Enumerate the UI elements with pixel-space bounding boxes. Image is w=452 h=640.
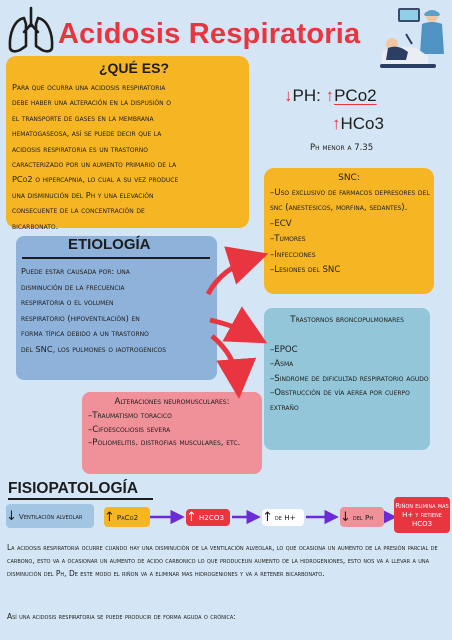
chain-step-ventilacion: [6, 504, 94, 528]
list-item: –Asma: [270, 359, 294, 370]
etiologia-heading: ETIOLOGÍA: [68, 236, 151, 253]
chain-step-rinon: [394, 497, 450, 533]
list-item: –Tumores: [270, 234, 306, 245]
etiologia-line: respiratorio (hipoventilación) en: [21, 312, 140, 323]
etiologia-line: del SNC, los pulmones o iaotrogenicos: [21, 343, 167, 354]
chain-step-label: de H+: [274, 513, 296, 522]
etiologia-line: Puede estar causada por: una: [21, 266, 130, 276]
lungs-icon: [6, 4, 56, 56]
etiologia-line: disminución de la frecuencia: [21, 281, 125, 292]
chain-step-label: del Ph: [352, 512, 374, 522]
list-item: –Traumatismo toracico: [88, 411, 172, 421]
chain-step-hidrogeniones: [262, 509, 304, 526]
snc-list: [270, 186, 434, 278]
que-es-line: consecuente de la concentración de: [12, 205, 145, 216]
neuromusculares-list: [88, 410, 262, 451]
que-es-text: [12, 80, 248, 234]
que-es-line: PCo2 o hipercapnia, lo cual a su vez produce: [12, 174, 179, 185]
chain-step-h2co3: [186, 509, 230, 526]
que-es-line: Para que ocurra una acidosis respiratoria: [12, 82, 166, 92]
trastornos-title: Trastornos broncopulmonares: [290, 315, 404, 325]
ph-label: PH:: [292, 86, 321, 105]
que-es-line: caracterizado por un aumento primario de la: [12, 159, 177, 170]
list-item: –Sindrome de dificultad respiratorio agudo: [270, 373, 429, 384]
list-item: –Obstrucción de vía aerea por cuerpo extraño: [270, 388, 410, 413]
list-item: –ECV: [270, 218, 292, 229]
neuromusculares-title: Alteraciones neuromusculares:: [114, 397, 230, 407]
fisiopatologia-heading: FISIOPATOLOGÍA: [8, 480, 139, 497]
que-es-line: el transporte de gases en la membrana: [12, 112, 154, 123]
down-arrow-icon: ↓: [6, 508, 17, 524]
up-arrow-icon: ↑: [104, 509, 115, 525]
list-item: –Lesiones del SNC: [270, 265, 341, 276]
pco2-label: PCo2: [334, 86, 377, 105]
que-es-line: debe haber una alteración en la dispusión o: [12, 97, 171, 108]
que-es-line: hematogaseosa, así se puede decir que la: [12, 128, 162, 139]
list-item: –Poliomelitis. distrofias musculares, etc.: [88, 438, 241, 449]
que-es-line: una disminución del Ph y una elevación: [12, 189, 154, 200]
page-title: Acidosis Respiratoria: [58, 18, 361, 50]
list-item: –EPOC: [270, 345, 298, 355]
list-item: –Infecciones: [270, 249, 316, 260]
que-es-line: acidosis respiratoria es un trastorno: [12, 143, 149, 154]
fisiopatologia-divider: [8, 498, 153, 500]
etiologia-text: [21, 264, 215, 358]
chain-step-label: Ventilación alveolar: [18, 511, 83, 521]
snc-title: SNC:: [338, 173, 360, 183]
list-item: –Cifoescoliosis severa: [88, 424, 171, 435]
pco2-up-arrow-icon: ↑: [325, 86, 335, 105]
ph-down-arrow-icon: ↓: [284, 86, 293, 105]
up-arrow-icon: ↑: [186, 510, 197, 525]
hco3-label: HCo3: [340, 114, 384, 133]
chain-step-label: Riñon elimina mas H+ y retiene HCO3: [395, 501, 449, 528]
que-es-heading: ¿QUÉ ES?: [98, 60, 169, 76]
fisiopatologia-closing: Así una acidosis respiratoria se puede producir de forma aguda o crónica:: [7, 612, 236, 621]
down-arrow-icon: ↓: [340, 509, 351, 525]
chain-step-ph: [340, 507, 384, 527]
up-arrow-icon: ↑: [262, 510, 273, 525]
etiologia-divider: [22, 257, 210, 259]
hco3-up-arrow-icon: ↑: [332, 114, 341, 133]
hco3-indicator: [332, 114, 384, 134]
etiologia-line: respiratoria o el volumen: [21, 297, 114, 308]
ph-note: Ph menor a 7.35: [310, 143, 374, 153]
list-item: –Uso exclusivo de farmacos depresores del snc (anestesicos, morfina, sedantes).: [270, 188, 430, 214]
chain-step-label: PaCo2: [116, 512, 139, 522]
etiologia-line: forma típica debido a un trastorno: [21, 328, 149, 339]
trastornos-list: [270, 343, 432, 415]
fisiopatologia-paragraph: La acidosis respiratoria ocurre cuando hay una disminución de la ventilación alveolar, lo que ocasiona un aumento de la presión parcial de carbono, esto va a ocasionar un aumento de acido carbonico lo que produceun aumento de la hidrogeniones, esto nos va a llevar a una disminución del Ph, De este modo el riñon va a eliminar mas hidrogeniones y va a retener bicarbonato.: [7, 543, 438, 579]
chain-step-paco2: [104, 507, 150, 527]
ph-indicator: [284, 86, 377, 106]
que-es-line: bicarbonato.: [12, 220, 59, 231]
chain-step-label: H2CO3: [198, 513, 225, 522]
